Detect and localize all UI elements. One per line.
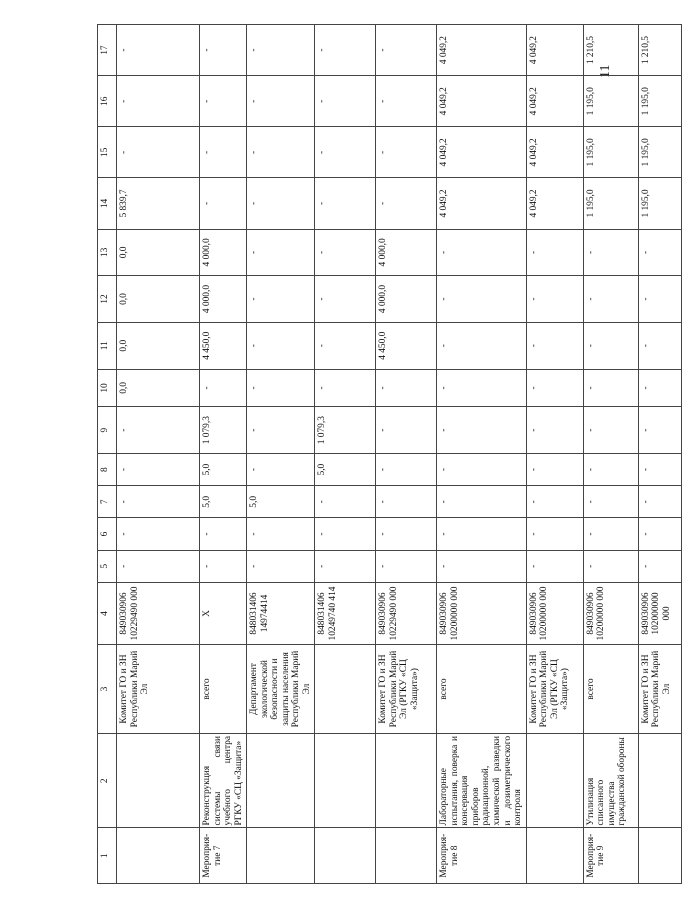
table-cell-col3: Комитет ГО и ЗН Республики Марий Эл (117, 645, 200, 734)
table-cell-col14: - (315, 178, 376, 229)
table-cell-col12: - (583, 276, 638, 323)
table-cell-col2 (315, 733, 376, 827)
header-cell: 10 (98, 369, 117, 407)
table-cell-col7: 5,0 (200, 486, 247, 518)
table-cell-col8: - (526, 454, 583, 486)
table-cell-col13: - (315, 229, 376, 276)
table-cell-col16: - (200, 76, 247, 127)
table-cell-col4: 849030906 102000000 000 (638, 582, 681, 644)
table-cell-col11: 0,0 (117, 322, 200, 369)
header-cell: 4 (98, 582, 117, 644)
header-cell: 14 (98, 178, 117, 229)
table-cell-col17: - (315, 25, 376, 76)
table-cell-col14: - (247, 178, 315, 229)
table-cell-col3: Комитет ГО и ЗН Республики Марий Эл (РГКУ «СЦ «Защита») (376, 645, 437, 734)
table-cell-col10: - (583, 369, 638, 407)
table-cell-col3: Департамент экологической безопасности и защиты населения Республики Марий Эл (247, 645, 315, 734)
table-cell-col9: - (526, 407, 583, 454)
row-m9-komitet (638, 25, 681, 884)
table-cell-col1 (247, 828, 315, 884)
table-cell-col16: 1 195,0 (583, 76, 638, 127)
header-cell: 8 (98, 454, 117, 486)
header-cell: 12 (98, 276, 117, 323)
table-cell-col9: 1 079,3 (315, 407, 376, 454)
header-cell: 13 (98, 229, 117, 276)
table-cell-col16: - (247, 76, 315, 127)
table-cell-col8: 5,0 (200, 454, 247, 486)
page-number: 11 (598, 64, 613, 78)
row-m8-vsego (437, 25, 526, 884)
table-cell-col3: Комитет ГО и ЗН Республики Марий Эл (РГКУ «СЦ «Защита») (526, 645, 583, 734)
header-cell: 17 (98, 25, 117, 76)
table-cell-col16: - (315, 76, 376, 127)
row-m9-vsego (583, 25, 638, 884)
table-cell-col15: - (376, 127, 437, 178)
header-cell: 3 (98, 645, 117, 734)
table-cell-col15: 4 049,2 (437, 127, 526, 178)
row-m7-departament (247, 25, 315, 884)
table-cell-col4: 848031406 10249740 414 (315, 582, 376, 644)
table-cell-col7: - (376, 486, 437, 518)
table-cell-col5: - (200, 550, 247, 582)
table-cell-col10: - (376, 369, 437, 407)
table-cell-col14: 1 195,0 (638, 178, 681, 229)
table-cell-col9: - (583, 407, 638, 454)
table-cell-col10: - (638, 369, 681, 407)
table-cell-col5: - (526, 550, 583, 582)
table-cell-col9: - (638, 407, 681, 454)
table-cell-col14: 4 049,2 (437, 178, 526, 229)
table-cell-col12: - (526, 276, 583, 323)
table-cell-col4: 849030906 10200000 000 (526, 582, 583, 644)
table-cell-col9: - (376, 407, 437, 454)
table-cell-col14: 4 049,2 (526, 178, 583, 229)
table-cell-col10: 0,0 (117, 369, 200, 407)
table-cell-col5: - (437, 550, 526, 582)
table-cell-col7: - (117, 486, 200, 518)
table-cell-col15: 4 049,2 (526, 127, 583, 178)
table-cell-col9: 1 079,3 (200, 407, 247, 454)
table-cell-col3: всего (583, 645, 638, 734)
table-cell-col2: Реконструкция системы связи учебного центра РГКУ «СЦ «Защита» (200, 733, 247, 827)
table-cell-col9: - (437, 407, 526, 454)
row-komitet-top (117, 25, 200, 884)
table-cell-col16: 4 049,2 (437, 76, 526, 127)
table-cell-col6: - (247, 518, 315, 550)
table-cell-col8: - (117, 454, 200, 486)
header-cell: 11 (98, 322, 117, 369)
table-cell-col8: - (247, 454, 315, 486)
row-m7-vsego (200, 25, 247, 884)
table-cell-col5: - (117, 550, 200, 582)
row-m7-department2 (315, 25, 376, 884)
table-cell-col12: 4 000,0 (200, 276, 247, 323)
table-cell-col11: 4 450,0 (376, 322, 437, 369)
table-cell-col3 (315, 645, 376, 734)
table-cell-col7: - (583, 486, 638, 518)
table-cell-col15: - (117, 127, 200, 178)
table-cell-col7: - (315, 486, 376, 518)
table-cell-col13: - (247, 229, 315, 276)
header-cell: 2 (98, 733, 117, 827)
table-cell-col15: - (315, 127, 376, 178)
table-cell-col7: 5,0 (247, 486, 315, 518)
table-cell-col15: - (200, 127, 247, 178)
table-cell-col13: - (638, 229, 681, 276)
table-cell-col6: - (526, 518, 583, 550)
table-cell-col17: - (376, 25, 437, 76)
table-cell-col8: 5,0 (315, 454, 376, 486)
table-cell-col1 (315, 828, 376, 884)
header-cell: 7 (98, 486, 117, 518)
table-cell-col7: - (526, 486, 583, 518)
table-cell-col11: - (583, 322, 638, 369)
table-cell-col13: - (583, 229, 638, 276)
header-cell: 6 (98, 518, 117, 550)
table-cell-col2: Утилизация списанного имущества гражданской обороны (583, 733, 638, 827)
table-cell-col16: 1 195,0 (638, 76, 681, 127)
table-cell-col14: 1 195,0 (583, 178, 638, 229)
table-cell-col4: 849030906 10229490 000 (376, 582, 437, 644)
table-cell-col4: 848031406 14974414 (247, 582, 315, 644)
table-cell-col17: 4 049,2 (526, 25, 583, 76)
table-cell-col2 (376, 733, 437, 827)
table-cell-col2 (247, 733, 315, 827)
table-cell-col7: - (638, 486, 681, 518)
budget-table (97, 24, 682, 884)
table-cell-col3: всего (200, 645, 247, 734)
table-cell-col9: - (247, 407, 315, 454)
table-cell-col15: 1 195,0 (638, 127, 681, 178)
table-cell-col8: - (376, 454, 437, 486)
table-cell-col1 (526, 828, 583, 884)
table-cell-col5: - (638, 550, 681, 582)
table-cell-col13: 4 000,0 (376, 229, 437, 276)
table-cell-col4: 849030906 10200000 000 (583, 582, 638, 644)
table-cell-col4: 849030906 10200000 000 (437, 582, 526, 644)
table-cell-col2: Лабораторные испытания, поверка и консервация приборов радиационной, химической разведки и дозиметрического контроля (437, 733, 526, 827)
table-cell-col11: - (437, 322, 526, 369)
table-cell-col7: - (437, 486, 526, 518)
header-cell: 15 (98, 127, 117, 178)
header-cell: 5 (98, 550, 117, 582)
table-cell-col15: 1 195,0 (583, 127, 638, 178)
table-cell-col14: - (200, 178, 247, 229)
table-cell-col6: - (315, 518, 376, 550)
table-cell-col12: - (638, 276, 681, 323)
table-cell-col5: - (583, 550, 638, 582)
table-cell-col4: X (200, 582, 247, 644)
table-cell-col13: - (526, 229, 583, 276)
table-cell-col1: Мероприя-тие 9 (583, 828, 638, 884)
table-cell-col17: - (247, 25, 315, 76)
table-cell-col11: - (315, 322, 376, 369)
table-cell-col6: - (583, 518, 638, 550)
table-cell-col11: - (526, 322, 583, 369)
table-cell-col2 (638, 733, 681, 827)
table-cell-col10: - (526, 369, 583, 407)
table-cell-col1 (117, 828, 200, 884)
table-cell-col15: - (247, 127, 315, 178)
table-cell-col5: - (376, 550, 437, 582)
table-cell-col16: - (117, 76, 200, 127)
rotated-table-container (97, 24, 672, 884)
table-cell-col12: - (315, 276, 376, 323)
table-cell-col1 (638, 828, 681, 884)
table-cell-col8: - (583, 454, 638, 486)
table-cell-col13: 0,0 (117, 229, 200, 276)
table-cell-col17: - (117, 25, 200, 76)
table-cell-col16: - (376, 76, 437, 127)
table-cell-col8: - (638, 454, 681, 486)
table-cell-col17: 1 210,5 (638, 25, 681, 76)
table-cell-col12: - (437, 276, 526, 323)
table-cell-col9: - (117, 407, 200, 454)
header-row (98, 25, 117, 884)
table-cell-col1 (376, 828, 437, 884)
table-cell-col10: - (200, 369, 247, 407)
table-cell-col6: - (376, 518, 437, 550)
table-cell-col12: 4 000,0 (376, 276, 437, 323)
table-cell-col1: Мероприя-тие 7 (200, 828, 247, 884)
table-cell-col5: - (247, 550, 315, 582)
table-cell-col10: - (247, 369, 315, 407)
table-cell-col6: - (437, 518, 526, 550)
row-m7-komitet (376, 25, 437, 884)
table-cell-col14: 5 839,7 (117, 178, 200, 229)
table-cell-col13: - (437, 229, 526, 276)
table-cell-col6: - (200, 518, 247, 550)
table-cell-col6: - (638, 518, 681, 550)
table-cell-col12: - (247, 276, 315, 323)
header-cell: 9 (98, 407, 117, 454)
table-cell-col13: 4 000,0 (200, 229, 247, 276)
table-cell-col10: - (437, 369, 526, 407)
table-cell-col2 (526, 733, 583, 827)
row-m8-komitet (526, 25, 583, 884)
table-cell-col5: - (315, 550, 376, 582)
table-cell-col3: всего (437, 645, 526, 734)
header-cell: 1 (98, 828, 117, 884)
table-cell-col6: - (117, 518, 200, 550)
table-cell-col17: - (200, 25, 247, 76)
table-cell-col17: 1 210,5 (583, 25, 638, 76)
table-cell-col12: 0,0 (117, 276, 200, 323)
header-cell: 16 (98, 76, 117, 127)
table-cell-col10: - (315, 369, 376, 407)
table-cell-col8: - (437, 454, 526, 486)
table-cell-col11: 4 450,0 (200, 322, 247, 369)
table-cell-col4: 849030906 10229490 000 (117, 582, 200, 644)
table-cell-col11: - (247, 322, 315, 369)
table-cell-col14: - (376, 178, 437, 229)
table-cell-col17: 4 049,2 (437, 25, 526, 76)
table-cell-col11: - (638, 322, 681, 369)
table-cell-col3: Комитет ГО и ЗН Республики Марий Эл (638, 645, 681, 734)
table-cell-col1: Мероприя-тие 8 (437, 828, 526, 884)
table-cell-col16: 4 049,2 (526, 76, 583, 127)
table-cell-col2 (117, 733, 200, 827)
